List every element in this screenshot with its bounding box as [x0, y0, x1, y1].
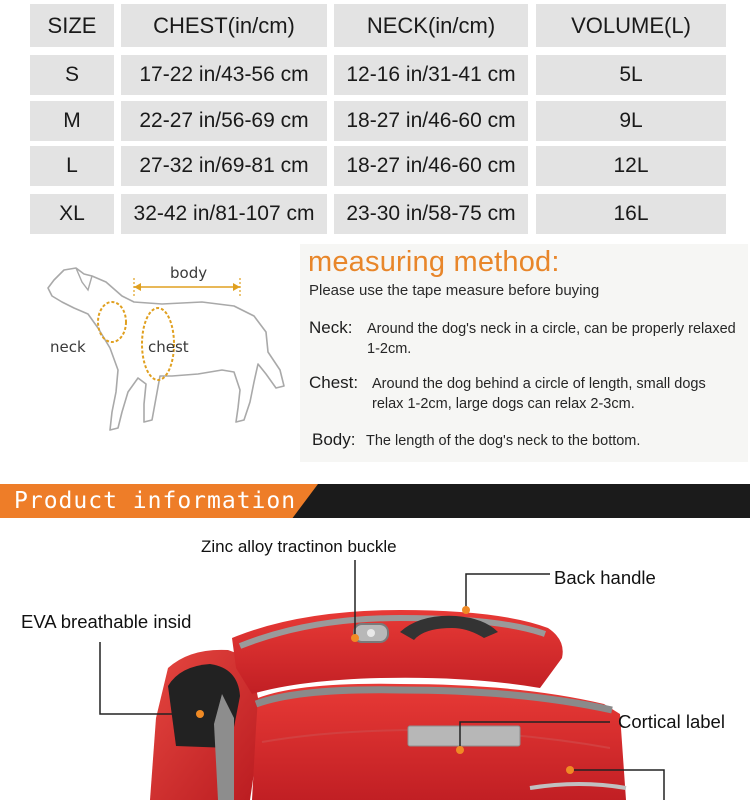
table-cell-size: XL	[30, 194, 114, 234]
chest-term: Chest:	[309, 373, 359, 392]
dog-backpack-icon	[0, 518, 750, 800]
measuring-method-title: measuring method:	[308, 246, 560, 278]
table-cell-volume: 9L	[536, 101, 726, 141]
chest-label: chest	[148, 338, 189, 356]
measuring-method-panel	[300, 244, 748, 462]
measuring-method-subtitle: Please use the tape measure before buying	[309, 282, 600, 299]
product-info-banner	[0, 484, 750, 518]
table-header-neck: NECK(in/cm)	[334, 4, 528, 47]
table-cell-volume: 5L	[536, 55, 726, 95]
chest-description: Around the dog behind a circle of length, small dogs relax 1-2cm, large dogs can relax 2-3cm.	[372, 376, 706, 412]
callout-buckle: Zinc alloy tractinon buckle	[201, 537, 397, 556]
table-cell-volume: 12L	[536, 146, 726, 186]
table-cell-size: M	[30, 101, 114, 141]
body-term: Body:	[312, 430, 356, 449]
table-header-chest: CHEST(in/cm)	[121, 4, 327, 47]
table-cell-chest: 22-27 in/56-69 cm	[121, 101, 327, 141]
neck-label: neck	[50, 338, 86, 356]
table-cell-size: L	[30, 146, 114, 186]
table-cell-neck: 23-30 in/58-75 cm	[334, 194, 528, 234]
neck-term: Neck:	[309, 318, 353, 337]
table-cell-chest: 17-22 in/43-56 cm	[121, 55, 327, 95]
table-cell-chest: 27-32 in/69-81 cm	[121, 146, 327, 186]
body-label: body	[170, 264, 208, 282]
table-cell-chest: 32-42 in/81-107 cm	[121, 194, 327, 234]
callout-back-handle: Back handle	[554, 567, 656, 588]
callout-eva-insert: EVA breathable insid	[21, 611, 192, 632]
body-description: The length of the dog's neck to the bottom.	[366, 433, 641, 449]
callout-cortical-label: Cortical label	[618, 711, 725, 732]
table-header-size: SIZE	[30, 4, 114, 47]
neck-description: Around the dog's neck in a circle, can be properly relaxed 1-2cm.	[367, 321, 736, 357]
table-cell-neck: 18-27 in/46-60 cm	[334, 101, 528, 141]
table-cell-size: S	[30, 55, 114, 95]
table-cell-volume: 16L	[536, 194, 726, 234]
measuring-section	[0, 244, 750, 464]
table-cell-neck: 18-27 in/46-60 cm	[334, 146, 528, 186]
size-chart-table	[0, 0, 750, 240]
dog-measurement-diagram	[22, 252, 292, 442]
table-cell-neck: 12-16 in/31-41 cm	[334, 55, 528, 95]
product-info-title: Product information	[14, 488, 297, 514]
product-image-area	[0, 518, 750, 800]
table-header-volume: VOLUME(L)	[536, 4, 726, 47]
